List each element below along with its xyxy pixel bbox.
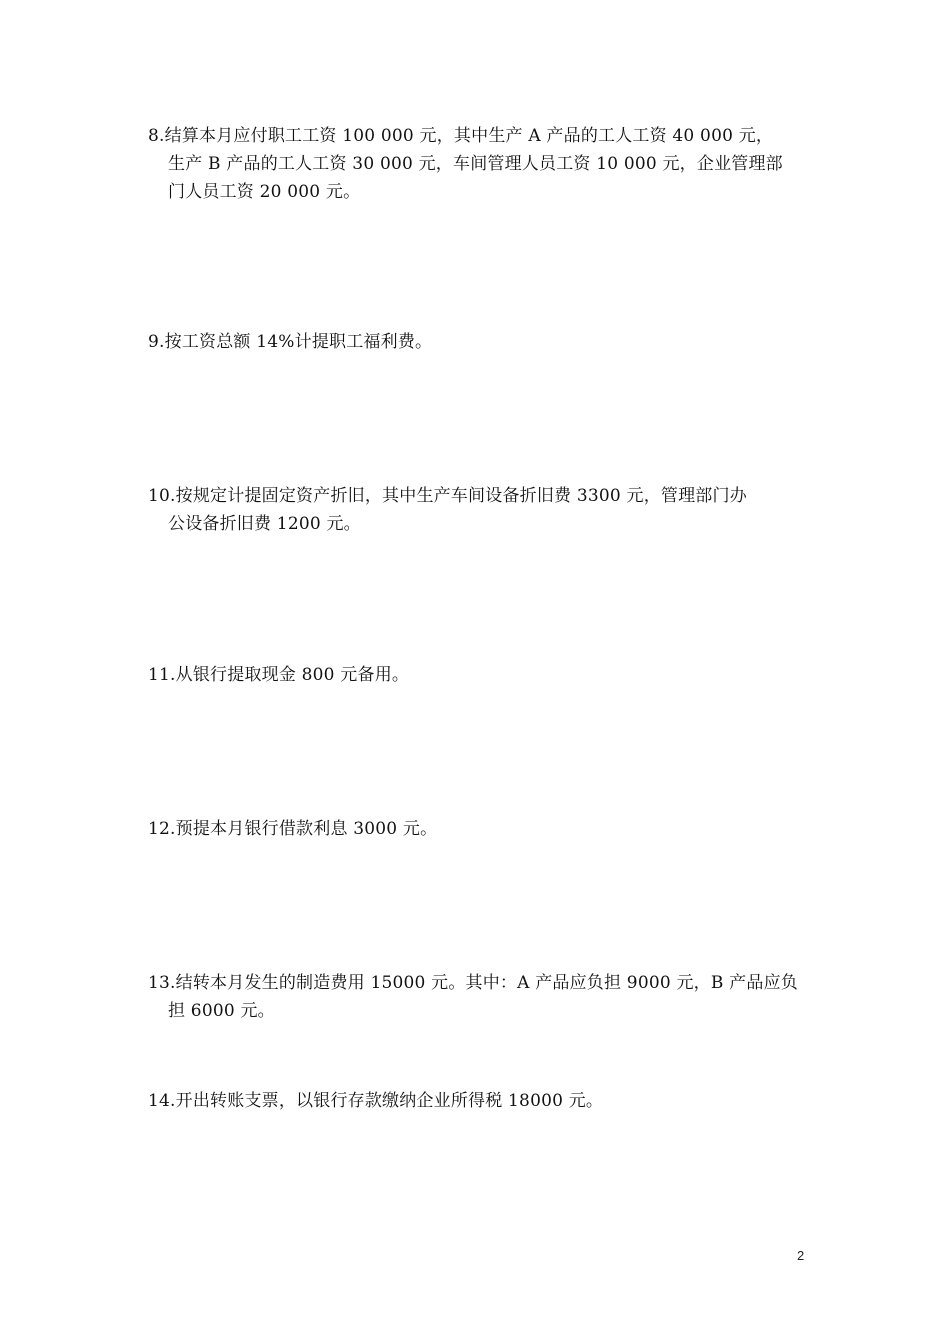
item-line-2: 担 6000 元。 [168,1001,275,1021]
item-number: 8. [148,126,165,146]
exercise-item-11 [148,661,808,689]
item-line-1 [148,122,808,150]
item-line-1 [148,815,808,843]
exercise-item-10 [148,482,808,538]
item-text: 从银行提取现金 800 元备用。 [175,665,410,685]
item-line-1 [148,482,808,510]
exercise-item-14 [148,1087,808,1115]
exercise-item-13 [148,969,808,1025]
item-text: 结转本月发生的制造费用 15000 元。其中：A 产品应负担 9000 元，B 产品应负 [175,973,798,993]
item-line-1 [148,1087,808,1115]
item-line-1 [148,661,808,689]
item-number: 9. [148,332,165,352]
item-line-2: 生产 B 产品的工人工资 30 000 元，车间管理人员工资 10 000 元，企业管理部 [168,154,783,174]
item-text: 按工资总额 14%计提职工福利费。 [164,332,433,352]
item-number: 11. [148,665,176,685]
item-number: 13. [148,973,176,993]
item-line-1 [148,969,808,997]
item-text: 按规定计提固定资产折旧，其中生产车间设备折旧费 3300 元，管理部门办 [175,486,747,506]
exercise-item-9 [148,328,808,356]
item-line-3: 门人员工资 20 000 元。 [168,182,361,202]
item-text: 预提本月银行借款利息 3000 元。 [175,819,438,839]
page-number: 2 [797,1248,805,1263]
item-text: 开出转账支票，以银行存款缴纳企业所得税 18000 元。 [175,1091,604,1111]
item-number: 10. [148,486,176,506]
item-line-2: 公设备折旧费 1200 元。 [168,514,361,534]
item-number: 12. [148,819,176,839]
item-line-1 [148,328,808,356]
item-text: 结算本月应付职工工资 100 000 元，其中生产 A 产品的工人工资 40 000 元， [164,126,774,146]
exercise-item-8 [148,122,808,206]
exercise-item-12 [148,815,808,843]
item-number: 14. [148,1091,176,1111]
